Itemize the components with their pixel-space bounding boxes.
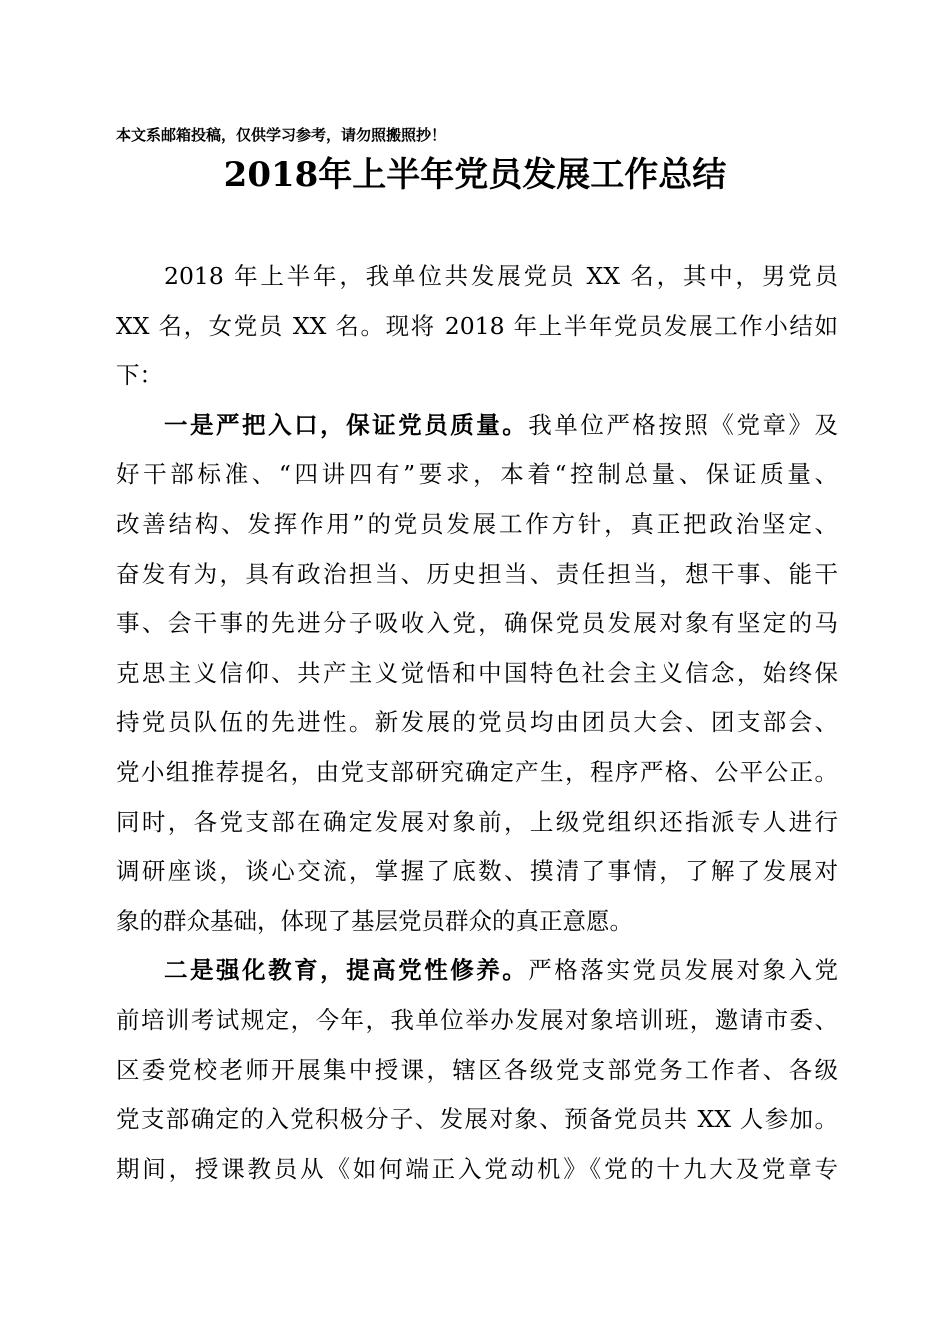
- section1-lead: 一是严把入口，保证党员质量。: [164, 410, 529, 439]
- section2-first-line: [116, 946, 838, 996]
- section1-line: 好干部标准、“四讲四有”要求，本着“控制总量、保证质量、: [116, 460, 838, 489]
- section2-first-line-rest: 严格落实党员发展对象入党: [528, 956, 838, 985]
- section1-line: 事、会干事的先进分子吸收入党，确保党员发展对象有坚定的马: [116, 609, 838, 638]
- intro-line: XX 名，女党员 XX 名。现将 2018 年上半年党员发展工作小结如: [116, 311, 838, 340]
- section1-line: 同时，各党支部在确定发展对象前，上级党组织还指派专人进行: [116, 807, 838, 836]
- section1-first-line: [116, 401, 838, 451]
- section1-first-line-rest: 我单位严格按照《党章》及: [528, 410, 838, 439]
- disclaimer-note: 本文系邮箱投稿，仅供学习参考，请勿照搬照抄！: [116, 126, 447, 144]
- section2-line: 党支部确定的入党积极分子、发展对象、预备党员共 XX 人参加。: [116, 1105, 838, 1134]
- section1-line: 调研座谈，谈心交流，掌握了底数、摸清了事情，了解了发展对: [116, 857, 838, 886]
- document-title: 2018年上半年党员发展工作总结: [223, 155, 727, 195]
- section1-line: 改善结构、发挥作用”的党员发展工作方针，真正把政治坚定、: [116, 509, 838, 538]
- section2-line: 区委党校老师开展集中授课，辖区各级党支部党务工作者、各级: [116, 1055, 838, 1084]
- intro-line: 下：: [116, 361, 163, 390]
- section2-line: 期间，授课教员从《如何端正入党动机》《党的十九大及党章专: [116, 1154, 838, 1183]
- section1-line: 持党员队伍的先进性。新发展的党员均由团员大会、团支部会、: [116, 708, 838, 737]
- section2-lead: 二是强化教育，提高党性修养。: [164, 956, 529, 985]
- section2-line: 前培训考试规定，今年，我单位举办发展对象培训班，邀请市委、: [116, 1005, 838, 1034]
- document-body: [116, 252, 838, 1194]
- section1-line: 党小组推荐提名，由党支部研究确定产生，程序严格、公平公正。: [116, 757, 838, 786]
- section1-line: 奋发有为，具有政治担当、历史担当、责任担当，想干事、能干: [116, 559, 838, 588]
- section1-line: 象的群众基础，体现了基层党员群众的真正意愿。: [116, 906, 633, 935]
- intro-line: 2018 年上半年，我单位共发展党员 XX 名，其中，男党员: [164, 262, 838, 290]
- section1-line: 克思主义信仰、共产主义觉悟和中国特色社会主义信念，始终保: [116, 658, 838, 687]
